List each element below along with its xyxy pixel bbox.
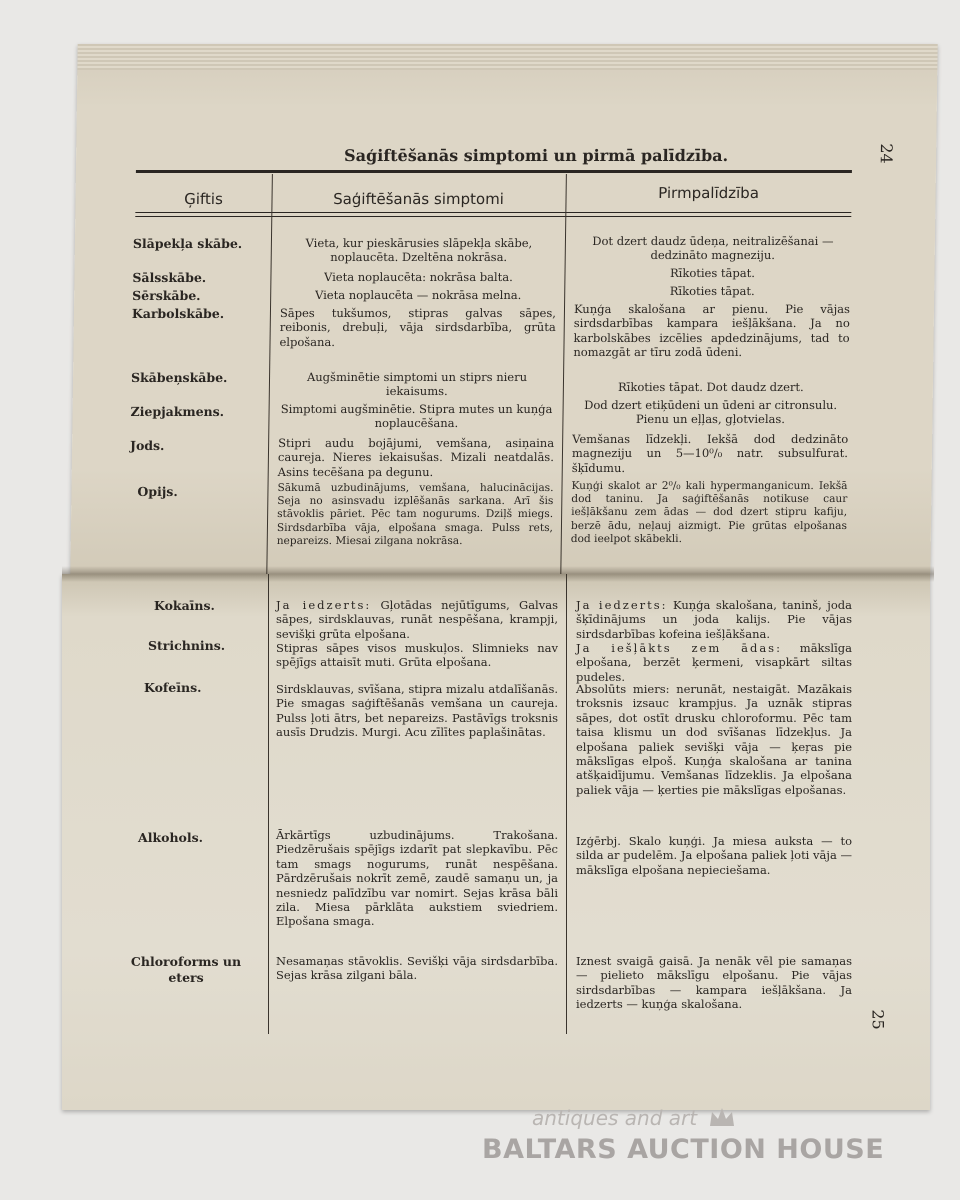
symptoms-cell: Simptomi augšminētie. Stipra mutes un kuņģa noplaucēšana. (280, 402, 553, 431)
column-header-symptoms: Saģiftēšanās simptomi (333, 190, 505, 208)
page-number-top: 24 (876, 143, 896, 164)
aid-cell (576, 641, 852, 684)
symptoms-cell: Sirdsklauvas, svīšana, stipra mizalu atdalīšanās. Pie smagas saģiftēšanās vemšana un caureja. Pulss ļoti ātrs, bet nepareizs. Pastāvīgs troksnis ausīs Drudzis. Murgi. Acu zīlītes paplašinātas. (276, 682, 558, 740)
poison-name: Slāpekļa skābe. (132, 236, 243, 251)
crown-icon (708, 1106, 736, 1128)
page-number-bottom: 25 (868, 1009, 888, 1030)
symptoms-cell (276, 598, 558, 641)
column-divider (566, 574, 567, 1034)
poison-name: Skābeņskābe. (130, 370, 228, 385)
aid-cell: Izģērbj. Skalo kuņģi. Ja miesa auksta — to silda ar pudelēm. Ja elpošana paliek ļoti vāja — mākslīga elpošana nepieciešama. (576, 834, 852, 877)
column-divider (268, 574, 269, 1034)
symptoms-text: Gļotādas nejūtīgums, Galvas sāpes, sirdsklauvas, runāt nespēšana, krampji, sevišķi grūta elpošana. (276, 598, 558, 641)
aid-cell: Vemšanas līdzekļi. Iekšā dod dedzināto magneziju un 5—10⁰/₀ natr. subsulfurat. šķīdumu. (571, 432, 849, 475)
title-rule (136, 170, 852, 173)
poison-name: Chloroforms un eters (130, 954, 242, 985)
poison-name: Jods. (129, 438, 165, 453)
header-rule-double (135, 216, 851, 217)
poison-name: Sērskābe. (132, 288, 201, 303)
auction-house-watermark (482, 1106, 902, 1176)
column-header-aid: Pirmpalīdzība (658, 184, 760, 202)
page-title: Saģiftēšanās simptomi un pirmā palīdzība. (343, 146, 729, 165)
aid-cell: Absolūts miers: nerunāt, nestaigāt. Mazākais troksnis izsauc krampjus. Ja uznāk stipras sāpes, dot ostīt drusku chloroformu. Pēc tam taisa klismu un dod svīšanas līdzekļus. Ja elpošana paliek sevišķi vāja — ķeŗas pie mākslīgas elpoš. Kuņģa skalošana ar tanina atšķaidījumu. Vemšanas līdzeklis. Ja elpošana paliek vāja — ķerties pie mākslīgas elpošanas. (576, 682, 852, 797)
symptoms-cell: Augšminētie simptomi un stiprs nieru iekaisums. (306, 370, 528, 399)
aid-cell: Rīkoties tāpat. (669, 284, 755, 298)
page-25 (62, 574, 930, 1110)
symptoms-cell: Ārkārtīgs uzbudinājums. Trakošana. Piedzērušais spējīgs izdarīt pat slepkavību. Pēc tam smags nogurums, runāt nespēšana. Pārdzērušais nokrīt zemē, zaudē samaņu un, ja nesniedz palīdzību var nomirt. Sejas krāsa bāli zila. Miesa pārklāta aukstiem sviedriem. Elpošana smaga. (276, 828, 558, 929)
column-divider (560, 174, 567, 574)
aid-cell: Dod dzert etiķūdeni un ūdeni ar citronsulu. Pienu un eļļas, gļotvielas. (584, 398, 838, 427)
column-divider (266, 174, 273, 574)
route-label: Ja iedzerts: (576, 598, 668, 612)
column-header-poison: Ģiftis (184, 190, 223, 208)
page-edge (77, 44, 937, 70)
aid-cell: Kuņģa skalošana ar pienu. Pie vājas sirdsdarbības kampara iešļākšana. Ja no karbolskābes izcēlies apdedzinājums, tad to nomazgāt ar tīru zodā ūdeni. (573, 302, 851, 360)
aid-text: mākslīga elpošana, berzēt ķermeni, visapkārt siltas pudeles. (576, 641, 853, 684)
aid-cell: Dot dzert daudz ūdeņa, neitralizēšanai — dedzināto magneziju. (592, 234, 834, 263)
symptoms-cell: Stipras sāpes visos muskuļos. Slimnieks nav spējīgs attaisīt muti. Grūta elpošana. (276, 641, 558, 670)
page-24 (70, 44, 937, 574)
poison-name: Ziepjakmens. (130, 404, 225, 419)
poison-name: Karbolskābe. (131, 306, 225, 321)
symptoms-cell: Sāpes tukšumos, stipras galvas sāpes, reibonis, drebuļi, vāja sirdsdarbība, grūta elpošana. (279, 306, 557, 349)
symptoms-cell: Vieta, kur pieskārusies slāpekļa skābe, noplaucēta. Dzeltēna nokrāsa. (305, 236, 533, 265)
poison-name: Alkohols. (138, 830, 204, 845)
poison-name: Sālsskābe. (132, 270, 207, 285)
aid-cell: Rīkoties tāpat. (669, 266, 756, 280)
poison-name: Kofeīns. (144, 680, 202, 695)
aid-text: Kuņģa skalošana, taninš, joda šķīdinājums un joda kalijs. Pie vājas sirdsdarbības kofeina iešļākšana. (576, 598, 853, 641)
header-rule (135, 212, 851, 213)
route-label: Ja iedzerts: (276, 598, 372, 612)
symptoms-cell: Vieta noplaucēta — nokrāsa melna. (314, 288, 522, 302)
aid-cell: Iznest svaigā gaisā. Ja nenāk vēl pie samaņas — pielieto mākslīgu elpošanu. Pie vājas sirdsdarbības — kampara iešļākšana. Ja iedzerts — kuņģa skalošana. (576, 954, 852, 1012)
poison-name: Kokaīns. (154, 598, 215, 613)
watermark-tagline: antiques and art (532, 1106, 698, 1130)
aid-cell (576, 598, 852, 641)
open-booklet (62, 44, 934, 1110)
poison-name: Opijs. (137, 484, 178, 499)
symptoms-cell: Sākumā uzbudinājums, vemšana, halucinācijas. Seja no asinsvadu izplēšanās sarkana. Arī šis stāvoklis pāriet. Pēc tam nogurums. Dziļš miegs. Sirdsdarbība vāja, elpošana smaga. Pulss rets, nepareizs. Miesai zilgana nokrāsa. (276, 482, 554, 547)
symptoms-cell: Vieta noplaucēta: nokrāsa balta. (323, 270, 513, 284)
poison-name: Strichnins. (148, 638, 226, 653)
aid-cell: Kuņģi skalot ar 2⁰/₀ kali hypermanganicum. Iekšā dod taninu. Ja saģiftēšanās notikuse caur iešļākšanu zem ādas — dod dzert stipru kafiju, berzē ādu, neļauj aizmigt. Pie grūtas elpošanas dod ieelpot skābekli. (570, 480, 848, 545)
book-gutter (62, 566, 934, 582)
symptoms-cell: Stipri audu bojājumi, vemšana, asiņaina caureja. Nieres iekaisušas. Mizali neatdalās. Asins tecēšana pa degunu. (277, 436, 555, 479)
watermark-name: BALTARS AUCTION HOUSE (482, 1134, 885, 1165)
route-label: Ja iešļākts zem ādas: (576, 641, 782, 655)
symptoms-cell: Nesamaņas stāvoklis. Sevišķi vāja sirdsdarbība. Sejas krāsa zilgani bāla. (276, 954, 558, 983)
aid-cell: Rīkoties tāpat. Dot daudz dzert. (617, 380, 804, 394)
